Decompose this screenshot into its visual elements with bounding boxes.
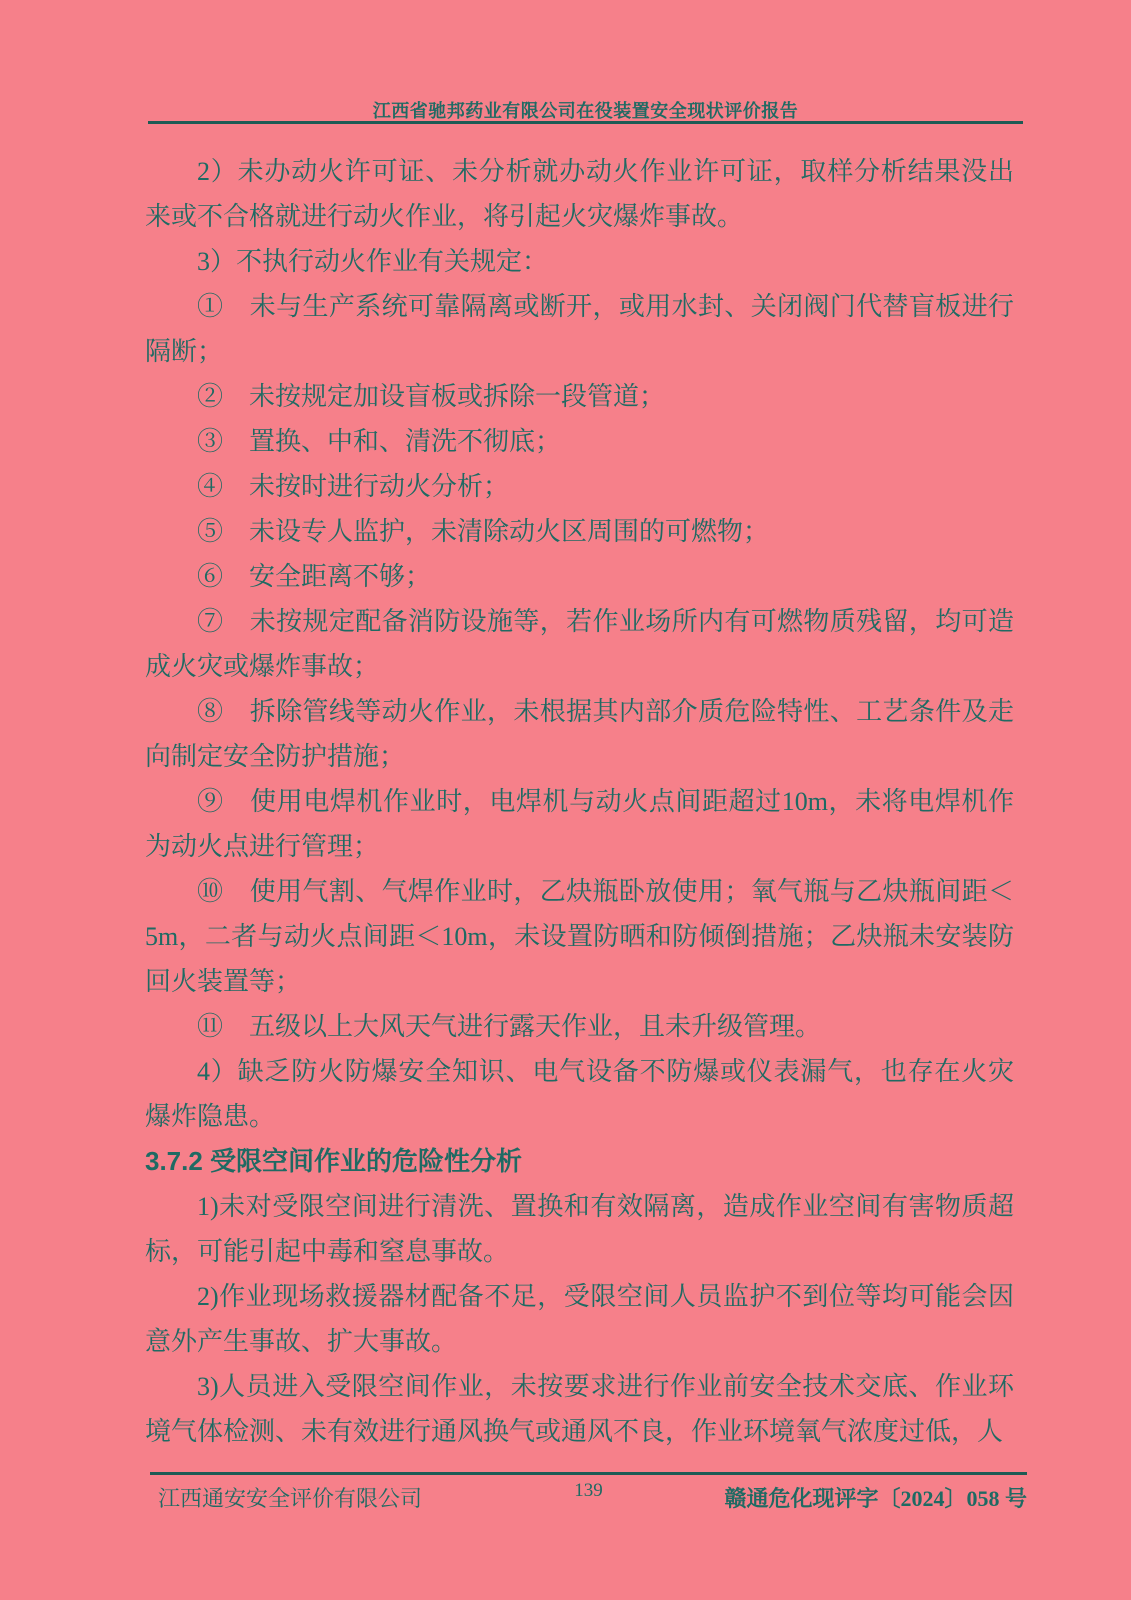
- paragraph: ⑦ 未按规定配备消防设施等，若作业场所内有可燃物质残留，均可造成火灾或爆炸事故；: [145, 607, 1014, 681]
- header-title: 江西省驰邦药业有限公司在役装置安全现状评价报告: [372, 101, 799, 121]
- content: [145, 149, 1014, 1454]
- page-footer: [150, 1480, 1027, 1514]
- paragraph: 4）缺乏防火防爆安全知识、电气设备不防爆或仪表漏气，也存在火灾爆炸隐患。: [145, 1057, 1014, 1131]
- paragraph: ④ 未按时进行动火分析；: [197, 472, 510, 501]
- paragraph: ⑪ 五级以上大风天气进行露天作业，且未升级管理。: [197, 1012, 822, 1041]
- paragraph: ⑥ 安全距离不够；: [197, 562, 432, 591]
- paragraph: 2)作业现场救援器材配备不足，受限空间人员监护不到位等均可能会因意外产生事故、扩大事故。: [145, 1282, 1014, 1356]
- paragraph: ① 未与生产系统可靠隔离或断开，或用水封、关闭阀门代替盲板进行隔断；: [145, 292, 1014, 366]
- paragraph: 1)未对受限空间进行清洗、置换和有效隔离，造成作业空间有害物质超标，可能引起中毒和窒息事故。: [145, 1192, 1014, 1266]
- page-number: 139: [574, 1480, 603, 1501]
- footer-company: 江西通安安全评价有限公司: [158, 1486, 423, 1511]
- paragraph: 2）未办动火许可证、未分析就办动火作业许可证，取样分析结果没出来或不合格就进行动火作业，将引起火灾爆炸事故。: [145, 157, 1014, 231]
- footer-rule: [150, 1472, 1027, 1475]
- paragraph: ⑩ 使用气割、气焊作业时，乙炔瓶卧放使用；氧气瓶与乙炔瓶间距＜5m，二者与动火点间距＜10m，未设置防晒和防倾倒措施；乙炔瓶未安装防回火装置等；: [145, 877, 1014, 996]
- header-rule: [148, 121, 1023, 124]
- paragraph: 3）不执行动火作业有关规定：: [197, 247, 549, 276]
- paragraph: 3)人员进入受限空间作业，未按要求进行作业前安全技术交底、作业环境气体检测、未有效进行通风换气或通风不良，作业环境氧气浓度过低，人: [145, 1372, 1014, 1446]
- paragraph: ③ 置换、中和、清洗不彻底；: [197, 427, 562, 456]
- section-heading: 3.7.2 受限空间作业的危险性分析: [145, 1146, 523, 1176]
- footer-doc-number: 赣通危化现评字〔2024〕058 号: [724, 1486, 1027, 1511]
- paragraph: ⑨ 使用电焊机作业时，电焊机与动火点间距超过10m，未将电焊机作为动火点进行管理；: [145, 787, 1014, 861]
- paragraph: ② 未按规定加设盲板或拆除一段管道；: [197, 382, 666, 411]
- paragraph: ⑤ 未设专人监护，未清除动火区周围的可燃物；: [197, 517, 770, 546]
- paragraph: ⑧ 拆除管线等动火作业，未根据其内部介质危险特性、工艺条件及走向制定安全防护措施；: [145, 697, 1014, 771]
